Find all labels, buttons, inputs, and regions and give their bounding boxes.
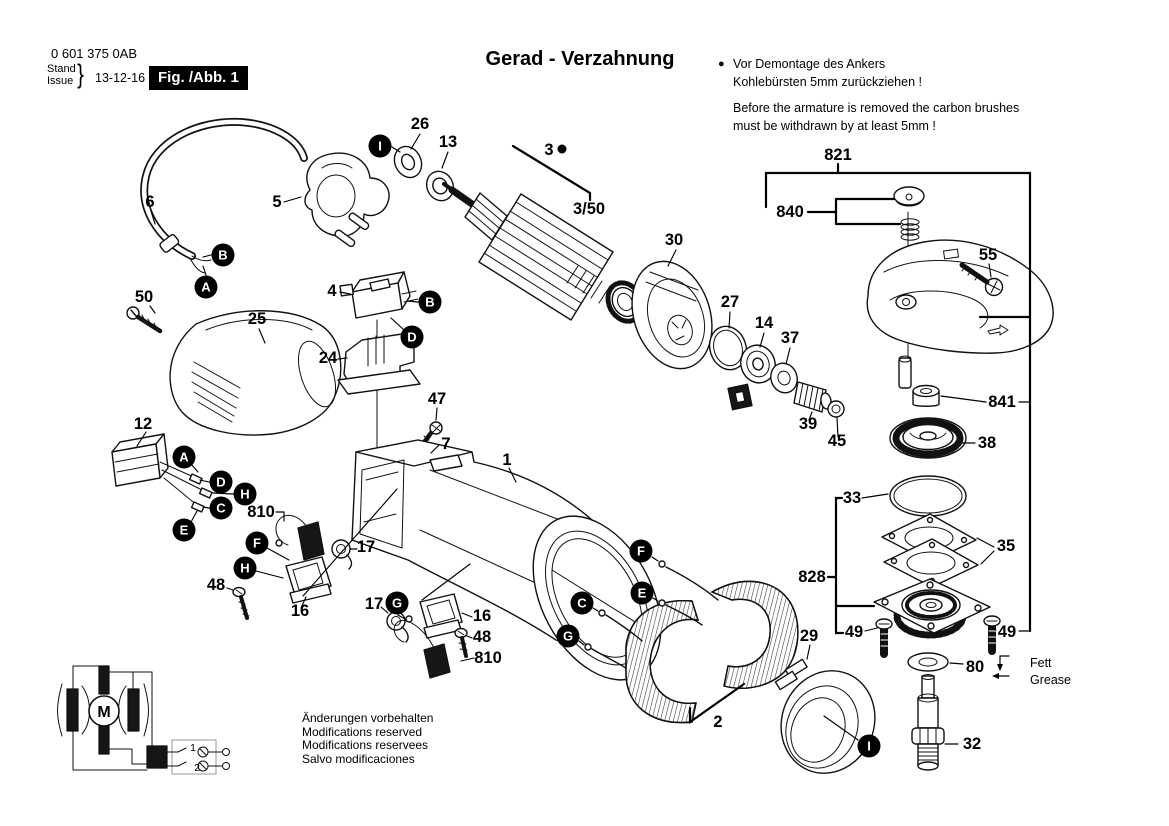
letter-badge-G — [557, 625, 580, 648]
wiring-schematic — [58, 666, 230, 774]
part-label-3/50: 3/50 — [572, 200, 606, 218]
svg-text:B: B — [218, 247, 228, 263]
connector-block-12 — [112, 434, 212, 512]
svg-text:E: E — [179, 522, 189, 538]
part-label-3: 3 — [544, 141, 554, 159]
part-label-828: 828 — [798, 568, 826, 586]
part-label-13: 13 — [438, 133, 458, 151]
letter-badge-A — [195, 276, 218, 299]
part-label-49: 49 — [997, 623, 1017, 641]
note-de-line2: Kohlebürsten 5mm zurückziehen ! — [733, 75, 922, 89]
mains-plug-5 — [305, 153, 389, 247]
part-label-1: 1 — [190, 742, 196, 754]
letter-badge-H — [234, 557, 257, 580]
letter-badge-F — [630, 540, 653, 563]
svg-text:G: G — [562, 628, 574, 644]
part-label-Grease: Grease — [1030, 673, 1071, 687]
svg-text:D: D — [407, 329, 417, 345]
letter-badge-I — [369, 135, 392, 158]
part-label-29: 29 — [799, 627, 819, 645]
switch-4 — [340, 272, 418, 318]
letter-badge-F — [246, 532, 269, 555]
part-label-2: 2 — [194, 762, 200, 774]
warning-note — [718, 55, 1058, 135]
washer-80 — [908, 653, 948, 671]
ball-bearing-13 — [422, 167, 458, 205]
svg-text:D: D — [216, 474, 226, 490]
part-label-12: 12 — [133, 415, 153, 433]
part-label-4: 4 — [327, 282, 337, 300]
part-label-45: 45 — [827, 432, 847, 450]
part-number: 0 601 375 0AB — [51, 46, 138, 61]
seal-ring-26 — [389, 142, 426, 182]
page-title: Gerad - Verzahnung — [485, 48, 675, 70]
footer-line-en: Modifications reserved — [302, 724, 423, 739]
part-label-80: 80 — [965, 658, 985, 676]
footer-line-fr: Modifications reservees — [302, 738, 429, 752]
letter-badge-G — [386, 592, 409, 615]
svg-text:I: I — [867, 738, 871, 754]
bushing-841 — [913, 386, 939, 407]
part-label-35: 35 — [996, 537, 1016, 555]
svg-text:B: B — [425, 294, 435, 310]
letter-badge-D — [210, 471, 233, 494]
part-label-38: 38 — [977, 434, 997, 452]
letter-badge-H — [234, 483, 257, 506]
part-label-16: 16 — [290, 602, 310, 620]
stand-label: Stand — [47, 63, 76, 75]
part-label-47: 47 — [427, 390, 447, 408]
part-label-1: 1 — [502, 451, 512, 469]
svg-text:E: E — [637, 585, 647, 601]
svg-text:I: I — [378, 138, 382, 154]
part-label-6: 6 — [145, 193, 155, 211]
letter-badge-B — [212, 244, 235, 267]
gear-housing-821 — [867, 240, 1053, 388]
issue-label: Issue — [47, 74, 74, 87]
part-label-7: 7 — [441, 435, 451, 453]
letter-badge-E — [173, 519, 196, 542]
svg-text:F: F — [253, 535, 261, 551]
part-label-17: 17 — [356, 538, 376, 556]
part-label-16: 16 — [472, 607, 492, 625]
part-label-821: 821 — [824, 146, 852, 164]
part-label-26: 26 — [410, 115, 430, 133]
revision-block — [47, 64, 76, 87]
footer-line-es: Salvo modificaciones — [302, 751, 415, 766]
part-label-5: 5 — [272, 193, 282, 211]
spindle-32 — [912, 675, 944, 771]
square-nut-plate — [728, 384, 752, 410]
letter-badge-I — [858, 735, 881, 758]
letter-badge-D — [401, 326, 424, 349]
part-label-50: 50 — [134, 288, 154, 306]
spindle-lock-button-840 — [894, 187, 924, 240]
figure-label: Fig. /Abb. 1 — [149, 66, 248, 90]
svg-text:A: A — [201, 279, 211, 295]
note-de-line1: Vor Demontage des Ankers — [733, 57, 886, 71]
letter-badge-A — [173, 446, 196, 469]
footer-line-de: Änderungen vorbehalten — [302, 711, 434, 725]
part-label-48: 48 — [206, 576, 226, 594]
part-label-55: 55 — [978, 246, 998, 264]
part-label-17: 17 — [364, 595, 384, 613]
revision-date: 13-12-16 — [95, 71, 146, 85]
part-label-840: 840 — [776, 203, 804, 221]
bullet-icon: ● — [718, 58, 725, 70]
o-ring-33 — [890, 476, 966, 516]
pole-right — [128, 689, 139, 731]
part-label-810: 810 — [247, 503, 275, 521]
screw-48-lower — [455, 629, 467, 657]
svg-text:G: G — [391, 595, 403, 611]
brush-holder-16-upper — [286, 557, 331, 603]
grease-arrow-icons — [992, 656, 1009, 679]
nut-45 — [828, 401, 844, 417]
fan-baffle-30 — [619, 251, 725, 379]
part-label-33: 33 — [842, 489, 862, 507]
screw-48-upper — [233, 588, 249, 619]
brush-top — [99, 666, 109, 694]
pinion-39 — [794, 382, 832, 412]
part-label-48: 48 — [472, 628, 492, 646]
part-label-M: M — [97, 704, 111, 721]
part-label-841: 841 — [988, 393, 1016, 411]
screw-49-left — [876, 619, 892, 654]
letter-badge-C — [210, 497, 233, 520]
brace-glyph: } — [77, 59, 84, 89]
letter-badge-C — [571, 592, 594, 615]
letter-badge-E — [631, 582, 654, 605]
bevel-gear-38 — [890, 418, 966, 458]
note-en-line1: Before the armature is removed the carbon brushes — [733, 101, 1020, 115]
carbon-brush-810-upper — [276, 515, 324, 560]
motor-housing-cap-25 — [170, 311, 343, 435]
part-label-37: 37 — [780, 329, 800, 347]
svg-text:F: F — [637, 543, 645, 559]
svg-text:H: H — [240, 486, 250, 502]
part-label-49: 49 — [844, 623, 864, 641]
part-label-39: 39 — [798, 415, 818, 433]
svg-text:C: C — [216, 500, 226, 516]
part-label-14: 14 — [754, 314, 774, 332]
part-label-2: 2 — [713, 713, 723, 731]
part-label-30: 30 — [664, 231, 684, 249]
svg-text:A: A — [179, 449, 189, 465]
brush-bottom — [99, 726, 109, 754]
svg-text:C: C — [577, 595, 587, 611]
part-label-Fett: Fett — [1030, 656, 1052, 670]
svg-text:H: H — [240, 560, 250, 576]
part-label-810: 810 — [474, 649, 502, 667]
part-3-bullet-icon — [558, 145, 567, 154]
letter-badge-B — [419, 291, 442, 314]
part-label-27: 27 — [720, 293, 740, 311]
part-label-32: 32 — [962, 735, 982, 753]
suppressor — [147, 746, 167, 768]
part-label-25: 25 — [247, 310, 267, 328]
screw-50 — [127, 307, 160, 331]
modifications-note — [302, 712, 433, 766]
pole-left — [67, 689, 78, 731]
part-label-24: 24 — [318, 349, 338, 367]
guard-cup-29 — [766, 657, 890, 788]
note-en-line2: must be withdrawn by at least 5mm ! — [733, 119, 936, 133]
